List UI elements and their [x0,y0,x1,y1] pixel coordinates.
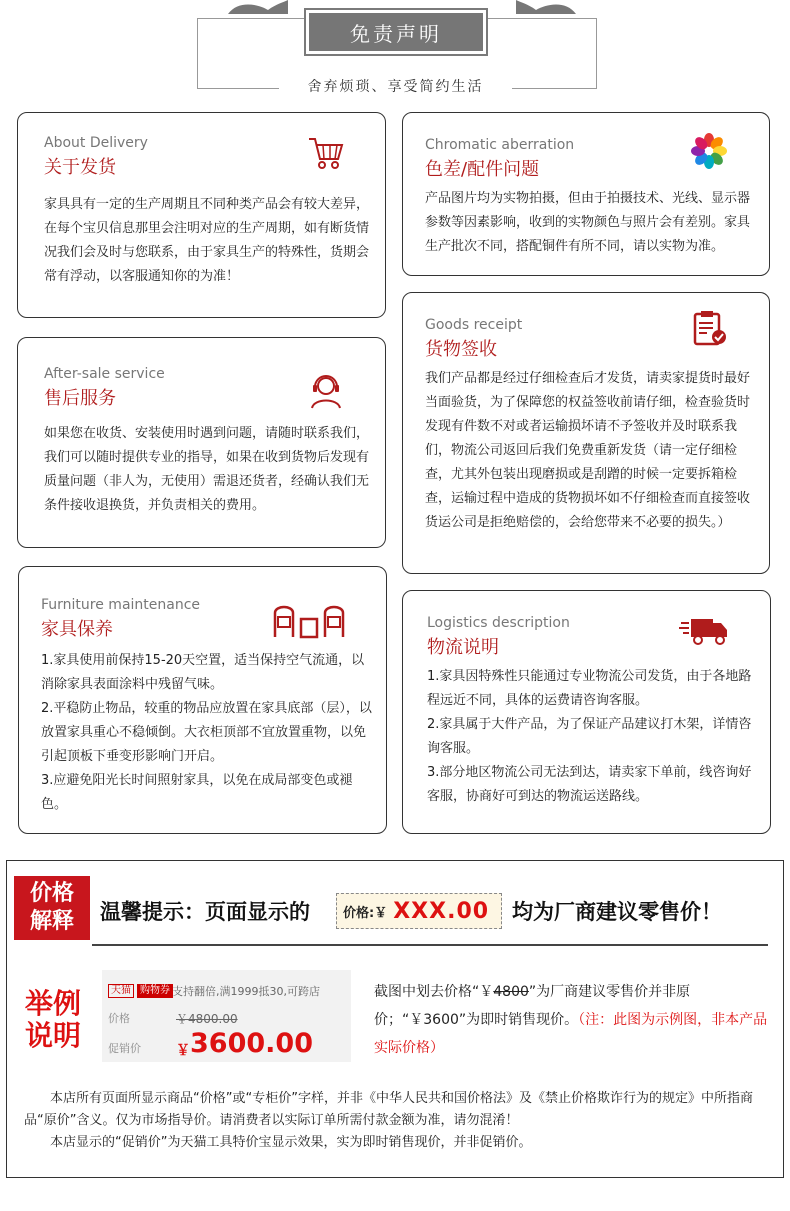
headset-agent-icon [306,370,346,410]
price-sample-label: 价格:￥ [343,905,388,921]
page-subtitle: 舍弃烦琐、享受简约生活 [307,79,484,95]
furniture-chairs-icon [271,599,351,639]
explain-part-a: 截图中划去价格“￥ [374,984,494,1000]
card-aftersale-en-title: After-sale service [44,366,165,382]
card-delivery [17,112,386,318]
card-chromatic [402,112,770,276]
logistics-line-2: 2.家具属于大件产品，为了保证产品建议打木架，详情咨询客服。 [427,717,752,756]
tip-text-after: 均为厂商建议零售价！ [512,900,722,924]
explain-strike-price: 4800 [493,984,529,1000]
explain-part-b: ”为厂商建议零售价并非原价；“￥3600”为即时销售现价。 [374,984,691,1028]
card-logistics-zh-title: 物流说明 [427,637,499,658]
card-chromatic-body: 产品图片均为实物拍摄，但由于拍摄技术、光线、显示器参数等因素影响，收到的实物颜色与照片会有差别。家具生产批次不同，搭配铜件有所不同，请以实物为准。 [425,191,751,254]
title-frame-bottom-left [197,88,279,89]
decor-ornament-right [516,0,576,14]
card-chromatic-en-title: Chromatic aberration [425,137,575,153]
coupon-tag: 购物券 [137,984,173,998]
card-logistics-body [427,665,761,809]
card-goods-body: 我们产品都是经过仔细检查后才发货，请卖家提货时最好当面验货，为了保障您的权益签收前请仔细，检查验货时发现有件数不对或者运输损坏请不予签收并及时联系我们，物流公司返回后我们免费重新发货（请一定仔细检查，尤其外包装出现磨损或是刮蹭的时候一定要拆箱检查，运输过程中造成的货物损坏如不仔细检查而直接签收货运公司是拒绝赔偿的，会给您带来不必要的损失。） [425,371,751,530]
support-text: 支持翻倍,满1999抵30,可跨店 [172,985,320,998]
title-frame-bottom-right [512,88,596,89]
price-explain-badge [14,876,90,940]
maintenance-line-1: 1.家具使用前保持15-20天空置，适当保持空气流通，以消除家具表面涂料中残留气味。 [41,653,365,692]
card-maintenance [18,566,387,834]
shot-promo-yen: ￥ [176,1043,190,1059]
page-title: 免责声明 [309,13,483,51]
card-goods-receipt [402,292,770,574]
card-goods-en-title: Goods receipt [425,317,523,333]
shot-price-label: 价格 [108,1012,130,1025]
shot-promo-label: 促销价 [108,1042,141,1055]
card-delivery-en-title: About Delivery [44,135,148,151]
example-line-1: 举例 [24,987,81,1020]
logistics-line-3: 3.部分地区物流公司无法到达，请卖家下单前，线咨询好客服，协商好可到达的物流运送路线。 [427,765,752,804]
card-maintenance-body [41,649,377,817]
shopping-cart-icon [306,133,346,173]
example-line-2: 说明 [24,1019,81,1052]
card-aftersale-body: 如果您在收货、安装使用时遇到问题，请随时联系我们，我们可以随时提供专业的指导，如果在收到货物后发现有质量问题（非人为，无使用）需退还货者，经确认我们无条件接收退换货，并负责相关的费用。 [44,426,370,513]
tip-text-before: 温馨提示：页面显示的 [100,900,310,924]
card-maintenance-zh-title: 家具保养 [41,619,113,640]
maintenance-line-2: 2.平稳防止物品，较重的物品应放置在家具底部（层），以放置家具重心不稳倾倒。大衣柜顶部不宜放置重物，以免引起顶板下垂变形影响门开启。 [41,701,372,764]
explain-note: （注：此图为示例图，非本产品实际价格） [374,1012,768,1056]
footer-notice-1: 本店所有页面所显示商品“价格”或“专柜价”字样，并非《中华人民共和国价格法》及《禁止价格欺诈行为的规定》中所指商品“原价”含义。仅为市场指导价。请消费者以实际订单所需付款金额为准，请勿混淆！ [24,1091,753,1128]
badge-line-1: 价格 [29,881,74,906]
shot-price-value: ￥4800.00 [176,1012,238,1026]
color-wheel-icon [689,131,729,171]
card-chromatic-zh-title: 色差/配件问题 [425,159,540,180]
tmall-tag: 天猫 [108,984,134,998]
logistics-line-1: 1.家具因特殊性只能通过专业物流公司发货，由于各地路程远近不同，具体的运费请咨询客服。 [427,669,752,708]
card-goods-zh-title: 货物签收 [425,339,497,360]
card-delivery-zh-title: 关于发货 [44,157,116,178]
example-label [22,988,84,1052]
card-logistics-en-title: Logistics description [427,615,570,631]
footer-notice-2: 本店显示的“促销价”为天猫工具特价宝显示效果，实为即时销售现价，并非促销价。 [50,1135,532,1150]
card-maintenance-en-title: Furniture maintenance [41,597,201,613]
badge-line-2: 解释 [29,909,74,934]
tip-divider [92,944,768,946]
decor-ornament-left [228,0,288,14]
example-screenshot [102,970,351,1062]
price-sample-value: XXX.00 [393,898,490,924]
card-after-sale [17,337,386,548]
card-aftersale-zh-title: 售后服务 [44,388,116,409]
delivery-truck-icon [679,611,731,651]
clipboard-check-icon [689,309,729,349]
example-explanation [374,978,770,1062]
page-title-box [304,8,488,56]
card-logistics [402,590,771,834]
price-sample-box [336,893,502,929]
shot-promo-value: 3600.00 [190,1028,313,1059]
maintenance-line-3: 3.应避免阳光长时间照射家具，以免在成局部变色或褪色。 [41,773,353,812]
card-delivery-body: 家具具有一定的生产周期且不同种类产品会有较大差异，在每个宝贝信息那里会注明对应的生产周期，如有断货情况我们会及时与您联系，由于家具生产的特殊性，货期会常有浮动，以客服通知你的为准！ [44,197,370,284]
